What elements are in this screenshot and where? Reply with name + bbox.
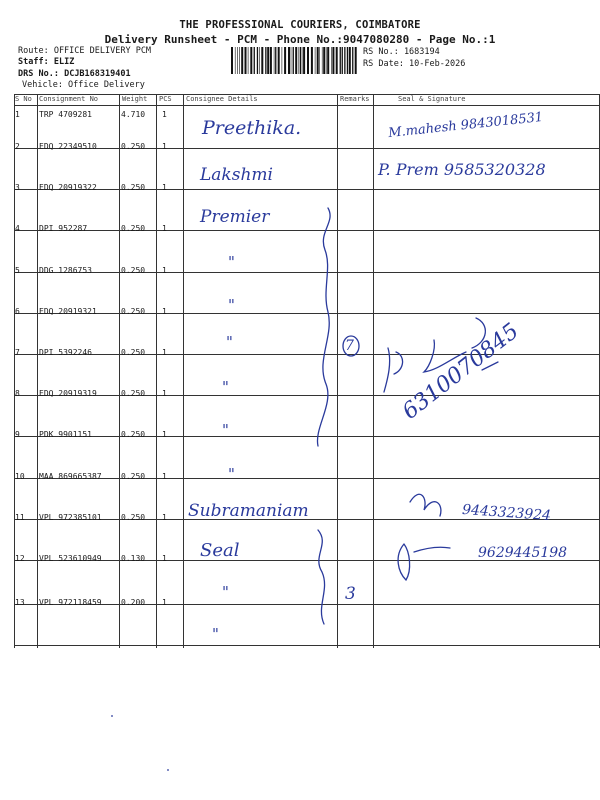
cell-sno: 13 bbox=[15, 598, 25, 607]
cell-weight: 4.710 bbox=[121, 110, 146, 119]
barcode-bar bbox=[284, 47, 286, 74]
table-rule bbox=[14, 436, 600, 437]
barcode-bar bbox=[319, 47, 320, 74]
consignee-hw-10: Subramaniam bbox=[188, 501, 309, 521]
cell-weight: 0.250 bbox=[121, 307, 146, 316]
table-column-rule bbox=[37, 94, 38, 648]
barcode-bar bbox=[293, 47, 294, 74]
cell-consignment: EDQ 20919319 bbox=[39, 389, 97, 398]
table-rule bbox=[14, 645, 600, 646]
bracket-stroke-1 bbox=[317, 208, 330, 446]
barcode-bar bbox=[317, 47, 319, 74]
barcode-bar bbox=[299, 47, 300, 74]
consignee-hw-9: " bbox=[228, 465, 235, 483]
drs-line bbox=[18, 69, 131, 79]
runsheet-title: Delivery Runsheet - PCM - Phone No.:9047080280 - Page No.:1 bbox=[104, 33, 496, 46]
cell-pcs: 1 bbox=[162, 110, 167, 119]
cell-weight: 0.250 bbox=[121, 142, 146, 151]
route-line: Route: OFFICE DELIVERY PCM bbox=[18, 46, 152, 56]
barcode-bar bbox=[274, 47, 275, 74]
col-header-sno: S No bbox=[15, 95, 32, 103]
cell-consignment: EDQ 20919322 bbox=[39, 183, 97, 192]
cell-consignment: DPI 5392246 bbox=[39, 348, 92, 357]
signature-hw-8: 6310070845 bbox=[398, 318, 524, 425]
signature-hw-2: P. Prem 9585320328 bbox=[378, 160, 546, 179]
consignee-hw-12: " bbox=[222, 583, 229, 601]
cell-pcs: 1 bbox=[162, 224, 167, 233]
barcode-bar bbox=[347, 47, 348, 74]
table-column-rule bbox=[183, 94, 184, 648]
barcode-bar bbox=[352, 47, 353, 74]
barcode-bar bbox=[257, 47, 258, 74]
consignee-hw-5: " bbox=[228, 296, 235, 314]
barcode-bar bbox=[332, 47, 334, 74]
cell-sno: 11 bbox=[15, 513, 25, 522]
table-rule bbox=[14, 148, 600, 149]
cell-weight: 0.250 bbox=[121, 224, 146, 233]
remarks-count-1: 7 bbox=[345, 338, 354, 354]
barcode-bar bbox=[355, 47, 357, 74]
table-rule bbox=[14, 230, 600, 231]
staff-value: ELIZ bbox=[53, 57, 75, 67]
barcode-bar bbox=[248, 47, 249, 74]
barcode-bar bbox=[267, 47, 269, 74]
cell-consignment: PDK 9901151 bbox=[39, 430, 92, 439]
col-header-consignee: Consignee Details bbox=[186, 95, 258, 103]
remarks-count-2: 3 bbox=[345, 584, 356, 604]
cell-pcs: 1 bbox=[162, 183, 167, 192]
cell-sno: 3 bbox=[15, 183, 20, 192]
cell-pcs: 1 bbox=[162, 348, 167, 357]
cell-consignment: DDG 1286753 bbox=[39, 266, 92, 275]
barcode-bar bbox=[327, 47, 329, 74]
cell-weight: 0.250 bbox=[121, 430, 146, 439]
consignee-hw-7: " bbox=[222, 378, 229, 396]
cell-consignment: VPL 972118459 bbox=[39, 598, 102, 607]
barcode-bar bbox=[237, 47, 238, 74]
barcode-bar bbox=[322, 47, 323, 74]
barcode-bar bbox=[349, 47, 351, 74]
cell-sno: 7 bbox=[15, 348, 20, 357]
barcode-bar bbox=[344, 47, 345, 74]
barcode-bar bbox=[336, 47, 338, 74]
barcode-bar bbox=[275, 47, 276, 74]
barcode-bar bbox=[278, 47, 280, 74]
ink-dot-2 bbox=[167, 769, 169, 771]
barcode-bar bbox=[331, 47, 332, 74]
cell-sno: 6 bbox=[15, 307, 20, 316]
cell-pcs: 1 bbox=[162, 472, 167, 481]
cell-weight: 0.250 bbox=[121, 472, 146, 481]
consignee-hw-8: " bbox=[222, 421, 229, 439]
barcode-bar bbox=[342, 47, 343, 74]
drs-value: DCJB168319401 bbox=[64, 69, 131, 79]
company-name: THE PROFESSIONAL COURIERS, COIMBATORE bbox=[179, 19, 421, 31]
table-rule bbox=[14, 354, 600, 355]
consignee-hw-6: " bbox=[226, 333, 233, 351]
cell-pcs: 1 bbox=[162, 266, 167, 275]
col-header-weight: Weight bbox=[122, 95, 148, 103]
barcode-bar bbox=[250, 47, 252, 74]
vehicle-line: Vehicle: Office Delivery bbox=[22, 80, 145, 90]
cell-consignment: EDQ 20919321 bbox=[39, 307, 97, 316]
barcode-bar bbox=[323, 47, 325, 74]
table-column-rule bbox=[156, 94, 157, 648]
staff-line bbox=[18, 57, 74, 67]
consignee-hw-3: Premier bbox=[200, 207, 270, 227]
cell-sno: 1 bbox=[15, 110, 20, 119]
barcode-bar bbox=[270, 47, 272, 74]
barcode bbox=[231, 47, 358, 74]
staff-label: Staff: bbox=[18, 57, 49, 67]
cell-sno: 9 bbox=[15, 430, 20, 439]
table-column-rule bbox=[119, 94, 120, 648]
signature-hw-1: M.mahesh 9843018531 bbox=[387, 109, 544, 142]
barcode-bar bbox=[261, 47, 263, 74]
bracket-stroke-2 bbox=[318, 530, 325, 624]
cell-weight: 0.130 bbox=[121, 554, 146, 563]
cell-consignment: VPL 523610949 bbox=[39, 554, 102, 563]
cell-weight: 0.250 bbox=[121, 513, 146, 522]
col-header-remarks: Remarks bbox=[340, 95, 370, 103]
cell-pcs: 1 bbox=[162, 554, 167, 563]
cell-consignment: DPI 952287 bbox=[39, 224, 88, 233]
cell-consignment: TRP 4709281 bbox=[39, 110, 92, 119]
cell-pcs: 1 bbox=[162, 142, 167, 151]
cell-sno: 8 bbox=[15, 389, 20, 398]
barcode-bar bbox=[340, 47, 341, 74]
consignee-hw-1: Preethika. bbox=[202, 117, 302, 139]
ink-dot-1 bbox=[111, 715, 113, 717]
barcode-bar bbox=[265, 47, 266, 74]
col-header-signature: Seal & Signature bbox=[398, 95, 466, 103]
table-rule bbox=[14, 94, 600, 95]
table-rule bbox=[14, 313, 600, 314]
cell-pcs: 1 bbox=[162, 598, 167, 607]
col-header-pcs: PCS bbox=[159, 95, 172, 103]
cell-sno: 5 bbox=[15, 266, 20, 275]
cell-sno: 4 bbox=[15, 224, 20, 233]
signature-hw-10: 9443323924 bbox=[461, 501, 552, 525]
barcode-bar bbox=[315, 47, 316, 74]
barcode-bar bbox=[326, 47, 327, 74]
barcode-bar bbox=[254, 47, 255, 74]
barcode-bar bbox=[311, 47, 313, 74]
rs-date: RS Date: 10-Feb-2026 bbox=[363, 59, 466, 69]
consignee-hw-4: " bbox=[228, 253, 235, 271]
barcode-bar bbox=[231, 47, 233, 74]
cell-sno: 12 bbox=[15, 554, 25, 563]
cell-weight: 0.250 bbox=[121, 389, 146, 398]
cell-weight: 0.250 bbox=[121, 348, 146, 357]
consignee-hw-13: " bbox=[212, 625, 219, 643]
table-rule bbox=[14, 105, 600, 106]
table-column-rule bbox=[373, 94, 374, 648]
cell-weight: 0.200 bbox=[121, 598, 146, 607]
barcode-bar bbox=[295, 47, 297, 74]
signature-hw-11: 9629445198 bbox=[478, 545, 568, 561]
barcode-bar bbox=[241, 47, 243, 74]
table-column-rule bbox=[14, 94, 15, 648]
drs-label: DRS No.: bbox=[18, 69, 59, 79]
barcode-bar bbox=[282, 47, 283, 74]
col-header-consignment: Consignment No bbox=[39, 95, 99, 103]
barcode-bar bbox=[302, 47, 303, 74]
barcode-bar bbox=[259, 47, 260, 74]
cell-consignment: MAA 869665387 bbox=[39, 472, 102, 481]
barcode-bar bbox=[307, 47, 309, 74]
cell-sno: 2 bbox=[15, 142, 20, 151]
barcode-bar bbox=[288, 47, 290, 74]
cell-pcs: 1 bbox=[162, 513, 167, 522]
cell-pcs: 1 bbox=[162, 430, 167, 439]
cell-weight: 0.250 bbox=[121, 266, 146, 275]
barcode-bar bbox=[291, 47, 292, 74]
signature-11-stroke bbox=[398, 544, 450, 580]
cell-pcs: 1 bbox=[162, 389, 167, 398]
consignee-hw-11: Seal bbox=[200, 540, 240, 561]
table-rule bbox=[14, 272, 600, 273]
rs-number: RS No.: 1683194 bbox=[363, 47, 440, 57]
table-column-rule bbox=[337, 94, 338, 648]
barcode-bar bbox=[303, 47, 305, 74]
cell-pcs: 1 bbox=[162, 307, 167, 316]
cell-consignment: VPL 972385101 bbox=[39, 513, 102, 522]
consignee-hw-2: Lakshmi bbox=[200, 165, 273, 185]
table-rule bbox=[14, 189, 600, 190]
barcode-bar bbox=[245, 47, 247, 74]
cell-sno: 10 bbox=[15, 472, 25, 481]
signature-10-stroke bbox=[410, 494, 441, 516]
barcode-bar bbox=[300, 47, 301, 74]
cell-weight: 0.250 bbox=[121, 183, 146, 192]
table-rule bbox=[14, 395, 600, 396]
barcode-bar bbox=[235, 47, 236, 74]
barcode-bar bbox=[239, 47, 240, 74]
cell-consignment: EDQ 22349510 bbox=[39, 142, 97, 151]
